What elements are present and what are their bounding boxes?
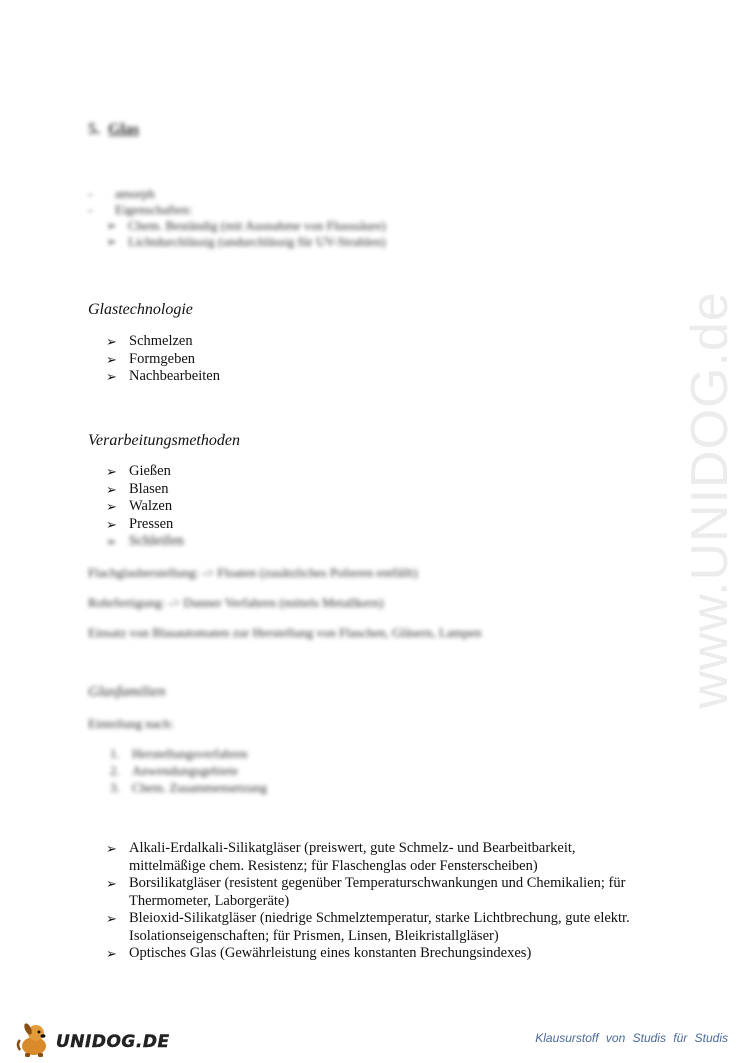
glasfamilien-intro: Einteilung nach: (88, 716, 174, 731)
list-item: ➢ Alkali-Erdalkali-Silikatgläser (preiswert, gute Schmelz- und Bearbeitbarkeit, mittelmäßige chem. Resistenz; für Flaschenglas oder Fensterscheiben) (106, 840, 646, 875)
list-item: ➢ Pressen (106, 516, 184, 534)
list-item: ➢ Bleioxid-Silikatgläser (niedrige Schmelztemperatur, starke Lichtbrechung, gute elektr. Isolationseigenschaften; für Prismen, Linsen, Bleikristallgläser) (106, 910, 646, 945)
footer-slogan: Klausurstoff von Studis für Studis (535, 1031, 728, 1045)
item-text: Herstellungsverfahren (132, 746, 248, 761)
list-item: ➢ Formgeben (106, 351, 220, 369)
list-item (110, 762, 267, 779)
list-item (110, 745, 267, 762)
item-number: 2. (110, 763, 120, 778)
list-item: ➢ Blasen (106, 481, 184, 499)
list-item: ➢ Schmelzen (106, 333, 220, 351)
glass-types-list (106, 840, 646, 963)
list-item: - amorph (88, 186, 386, 202)
list-item: ➢ Schleifen (106, 533, 184, 551)
item-number: 3. (110, 780, 120, 795)
paragraph: Einsatz von Blasautomaten zur Herstellung von Flaschen, Gläsern, Lampen (88, 625, 482, 640)
list-item: ➢ Borsilikatgläser (resistent gegenüber Temperaturschwankungen und Chemikalien; für Thermometer, Laborgeräte) (106, 875, 646, 910)
watermark: www.UNIDOG.de (681, 291, 739, 709)
glasfamilien-heading: Glasfamilien (88, 684, 166, 700)
list-item: ➢ Lichtdurchlässig (undurchlässig für UV-Strahlen) (88, 234, 386, 250)
paragraph: Rohrfertigung: -> Danner Verfahren (mittels Metallkern) (88, 595, 384, 610)
unidog-logo[interactable] (14, 1020, 170, 1063)
dog-mascot-icon (14, 1020, 54, 1063)
intro-list (88, 186, 386, 250)
section-title-text: Glas (108, 121, 140, 138)
paragraph: Flachglasherstellung: -> Floaten (zusätzliches Polieren entfällt) (88, 565, 418, 580)
list-item (110, 779, 267, 796)
logo-text: UNIDOG.DE (56, 1031, 170, 1052)
list-item: ➢ Walzen (106, 498, 184, 516)
section-title (88, 121, 139, 139)
section-number: 5. (88, 121, 100, 138)
list-item: ➢ Gießen (106, 463, 184, 481)
glasfamilien-numbered-list (110, 745, 267, 796)
verarbeitung-list (106, 463, 184, 551)
list-item: ➢ Nachbearbeiten (106, 368, 220, 386)
glastechnologie-list (106, 333, 220, 386)
item-text: Chem. Zusammensetzung (132, 780, 268, 795)
list-item: ➢ Optisches Glas (Gewährleistung eines konstanten Brechungsindexes) (106, 945, 646, 963)
item-number: 1. (110, 746, 120, 761)
list-item: - Eigenschaften: (88, 202, 386, 218)
glastechnologie-heading: Glastechnologie (88, 301, 193, 318)
list-item: ➢ Chem. Beständig (mit Ausnahme von Flusssäure) (88, 218, 386, 234)
verarbeitung-heading: Verarbeitungsmethoden (88, 432, 240, 449)
item-text: Anwendungsgebiete (132, 763, 239, 778)
